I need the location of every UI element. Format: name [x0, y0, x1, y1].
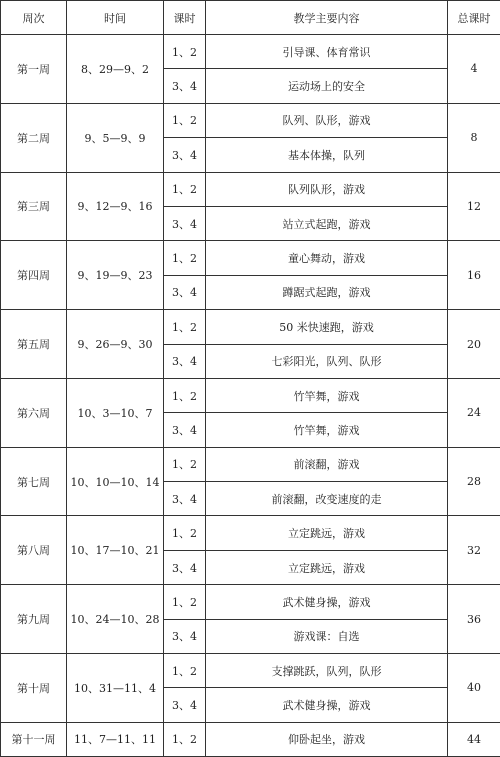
time-cell: 9、5—9、9 [67, 103, 164, 172]
content-cell: 竹竿舞，游戏 [206, 378, 448, 412]
time-cell: 8、29—9、2 [67, 35, 164, 104]
time-cell: 10、3—10、7 [67, 378, 164, 447]
week-cell: 第八周 [1, 516, 67, 585]
content-cell: 游戏课：自选 [206, 619, 448, 653]
week-cell: 第九周 [1, 585, 67, 654]
header-time: 时间 [67, 1, 164, 35]
content-cell: 站立式起跑，游戏 [206, 206, 448, 240]
period-cell: 1、2 [164, 172, 206, 206]
total-cell: 28 [448, 447, 500, 516]
period-cell: 1、2 [164, 516, 206, 550]
header-week: 周次 [1, 1, 67, 35]
week-cell: 第一周 [1, 35, 67, 104]
table-row [1, 103, 500, 137]
total-cell: 36 [448, 585, 500, 654]
schedule-body [1, 35, 500, 757]
header-content: 教学主要内容 [206, 1, 448, 35]
header-row [1, 1, 500, 35]
table-row [1, 654, 500, 688]
content-cell: 运动场上的安全 [206, 69, 448, 103]
period-cell: 1、2 [164, 447, 206, 481]
week-cell: 第十周 [1, 654, 67, 723]
content-cell: 蹲踞式起跑，游戏 [206, 275, 448, 309]
time-cell: 10、24—10、28 [67, 585, 164, 654]
period-cell: 3、4 [164, 619, 206, 653]
week-cell: 第四周 [1, 241, 67, 310]
period-cell: 3、4 [164, 550, 206, 584]
total-cell: 24 [448, 378, 500, 447]
table-row [1, 447, 500, 481]
week-cell: 第五周 [1, 310, 67, 379]
time-cell: 10、17—10、21 [67, 516, 164, 585]
period-cell: 3、4 [164, 413, 206, 447]
time-cell: 9、19—9、23 [67, 241, 164, 310]
period-cell: 1、2 [164, 35, 206, 69]
table-row [1, 585, 500, 619]
content-cell: 童心舞动，游戏 [206, 241, 448, 275]
total-cell: 40 [448, 654, 500, 723]
content-cell: 前滚翻，游戏 [206, 447, 448, 481]
period-cell: 3、4 [164, 138, 206, 172]
content-cell: 仰卧起坐，游戏 [206, 722, 448, 756]
header-total: 总课时 [448, 1, 500, 35]
time-cell: 9、26—9、30 [67, 310, 164, 379]
table-row [1, 35, 500, 69]
table-row [1, 241, 500, 275]
content-cell: 50 米快速跑，游戏 [206, 310, 448, 344]
table-row [1, 172, 500, 206]
content-cell: 队列、队形，游戏 [206, 103, 448, 137]
total-cell: 44 [448, 722, 500, 756]
table-row [1, 378, 500, 412]
period-cell: 1、2 [164, 654, 206, 688]
content-cell: 竹竿舞，游戏 [206, 413, 448, 447]
content-cell: 队列队形，游戏 [206, 172, 448, 206]
period-cell: 3、4 [164, 482, 206, 516]
period-cell: 3、4 [164, 344, 206, 378]
time-cell: 9、12—9、16 [67, 172, 164, 241]
total-cell: 16 [448, 241, 500, 310]
time-cell: 10、10—10、14 [67, 447, 164, 516]
content-cell: 七彩阳光，队列、队形 [206, 344, 448, 378]
table-row [1, 722, 500, 756]
period-cell: 1、2 [164, 310, 206, 344]
content-cell: 武术健身操，游戏 [206, 688, 448, 722]
period-cell: 1、2 [164, 722, 206, 756]
header-period: 课时 [164, 1, 206, 35]
period-cell: 1、2 [164, 103, 206, 137]
time-cell: 11、7—11、11 [67, 722, 164, 756]
period-cell: 3、4 [164, 275, 206, 309]
total-cell: 32 [448, 516, 500, 585]
total-cell: 4 [448, 35, 500, 104]
period-cell: 1、2 [164, 585, 206, 619]
week-cell: 第三周 [1, 172, 67, 241]
time-cell: 10、31—11、4 [67, 654, 164, 723]
total-cell: 12 [448, 172, 500, 241]
content-cell: 引导课、体育常识 [206, 35, 448, 69]
week-cell: 第七周 [1, 447, 67, 516]
table-row [1, 516, 500, 550]
content-cell: 前滚翻，改变速度的走 [206, 482, 448, 516]
period-cell: 3、4 [164, 688, 206, 722]
content-cell: 立定跳远，游戏 [206, 516, 448, 550]
period-cell: 3、4 [164, 69, 206, 103]
content-cell: 武术健身操，游戏 [206, 585, 448, 619]
content-cell: 支撑跳跃，队列，队形 [206, 654, 448, 688]
week-cell: 第六周 [1, 378, 67, 447]
week-cell: 第十一周 [1, 722, 67, 756]
period-cell: 1、2 [164, 378, 206, 412]
period-cell: 3、4 [164, 206, 206, 240]
content-cell: 基本体操，队列 [206, 138, 448, 172]
table-row [1, 310, 500, 344]
total-cell: 8 [448, 103, 500, 172]
total-cell: 20 [448, 310, 500, 379]
period-cell: 1、2 [164, 241, 206, 275]
week-cell: 第二周 [1, 103, 67, 172]
content-cell: 立定跳远，游戏 [206, 550, 448, 584]
